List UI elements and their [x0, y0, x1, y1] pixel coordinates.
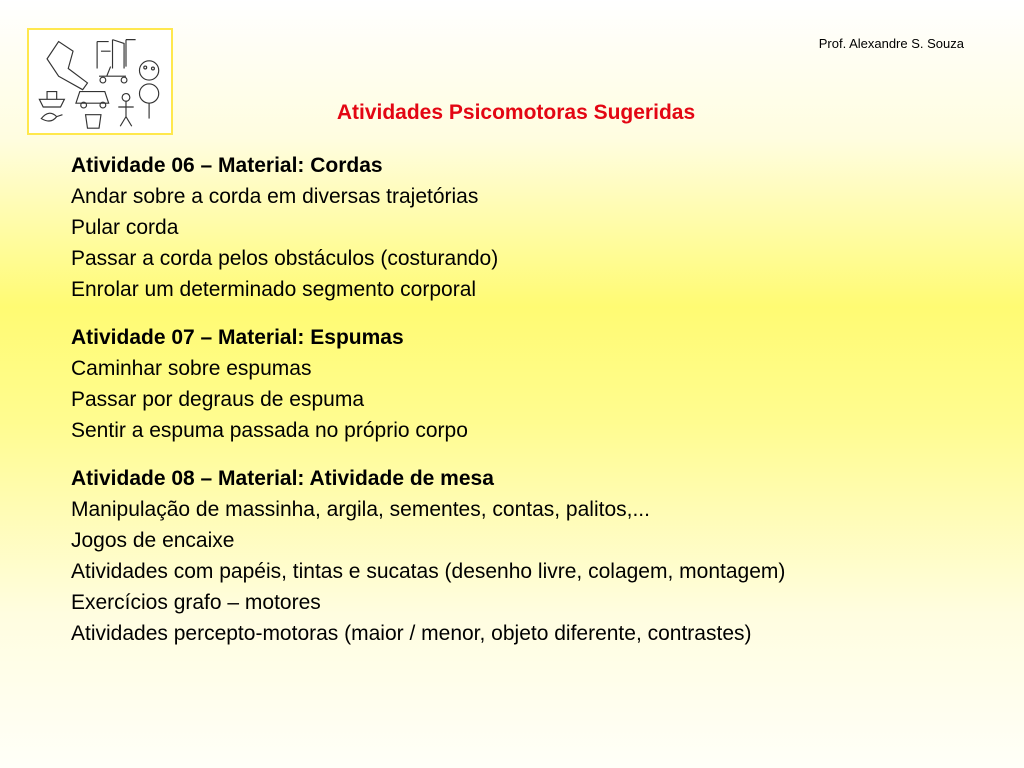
- activity-line: Enrolar um determinado segmento corporal: [71, 278, 477, 301]
- activity-line: Passar por degraus de espuma: [71, 388, 365, 411]
- activity-line: Manipulação de massinha, argila, sementes, contas, palitos,...: [71, 498, 650, 521]
- author-name: Prof. Alexandre S. Souza: [818, 36, 964, 51]
- activity-line: Exercícios grafo – motores: [71, 591, 321, 614]
- activity-title: Atividade 08 – Material: Atividade de mesa: [71, 467, 494, 490]
- activity-block: [71, 150, 1001, 305]
- activity-title: Atividade 06 – Material: Cordas: [71, 154, 383, 177]
- activity-line: Passar a corda pelos obstáculos (costurando): [71, 247, 499, 270]
- activity-line: Andar sobre a corda em diversas trajetórias: [71, 185, 479, 208]
- activity-list: [71, 150, 1001, 666]
- activity-line: Atividades com papéis, tintas e sucatas (desenho livre, colagem, montagem): [71, 560, 786, 583]
- activity-line: Atividades percepto-motoras (maior / menor, objeto diferente, contrastes): [71, 622, 752, 645]
- activity-title: Atividade 07 – Material: Espumas: [71, 326, 404, 349]
- activity-block: [71, 322, 1001, 446]
- activity-line: Jogos de encaixe: [71, 529, 235, 552]
- page-title: Atividades Psicomotoras Sugeridas: [336, 101, 696, 124]
- activity-line: Sentir a espuma passada no próprio corpo: [71, 419, 468, 442]
- activity-line: Caminhar sobre espumas: [71, 357, 312, 380]
- activity-block: [71, 463, 1001, 649]
- activity-line: Pular corda: [71, 216, 179, 239]
